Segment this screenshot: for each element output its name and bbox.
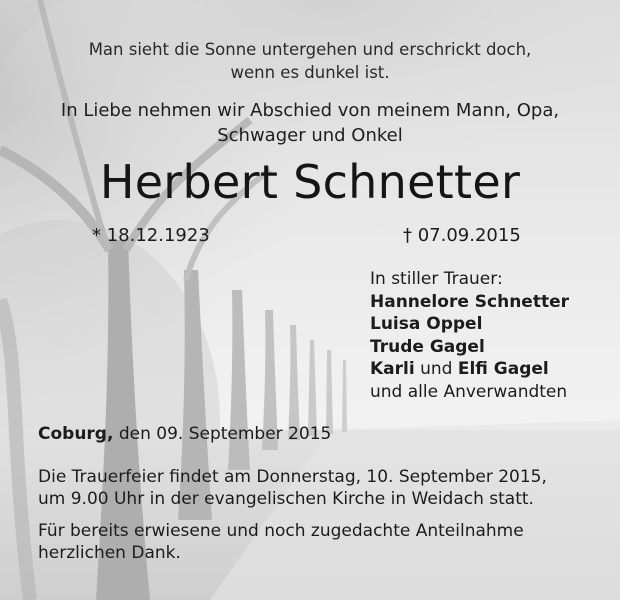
thanks-line: herzlichen Dank.: [38, 543, 181, 563]
place-and-date: [38, 424, 331, 444]
service-line: Die Trauerfeier findet am Donnerstag, 10. September 2015,: [38, 467, 547, 487]
farewell-intro: [0, 98, 620, 148]
thanks-note: [38, 520, 524, 564]
intro-line: Schwager und Onkel: [217, 125, 403, 146]
mourner-name: Luisa Oppel: [370, 314, 483, 334]
mourners-closing: und alle Anverwandten: [370, 381, 568, 402]
quote-line: wenn es dunkel ist.: [230, 63, 390, 82]
mourner-pair: [370, 358, 569, 381]
mourners-list: [370, 268, 569, 403]
mourners-heading: In stiller Trauer:: [370, 269, 503, 289]
mourner-name: Trude Gagel: [370, 336, 485, 357]
mourner-name: Elfi Gagel: [457, 359, 549, 379]
quote-line: Man sieht die Sonne untergehen und erschrickt doch,: [88, 40, 532, 59]
thanks-line: Für bereits erwiesene und noch zugedachte Anteilnahme: [38, 521, 524, 541]
mourner-name: Karli: [370, 359, 415, 379]
place-name: Coburg,: [38, 424, 114, 444]
deceased-name: Herbert Schnetter: [99, 155, 521, 209]
opening-quote: [0, 38, 620, 84]
service-line: um 9.00 Uhr in der evangelischen Kirche in Weidach statt.: [38, 489, 534, 509]
intro-line: In Liebe nehmen wir Abschied von meinem Mann, Opa,: [60, 100, 560, 121]
death-date: † 07.09.2015: [403, 225, 521, 246]
notice-date: den 09. September 2015: [113, 424, 332, 444]
mourner-name: Hannelore Schnetter: [370, 291, 569, 312]
birth-date: * 18.12.1923: [92, 225, 210, 246]
mourner-joiner: und: [414, 359, 458, 379]
funeral-service-info: [38, 466, 547, 510]
